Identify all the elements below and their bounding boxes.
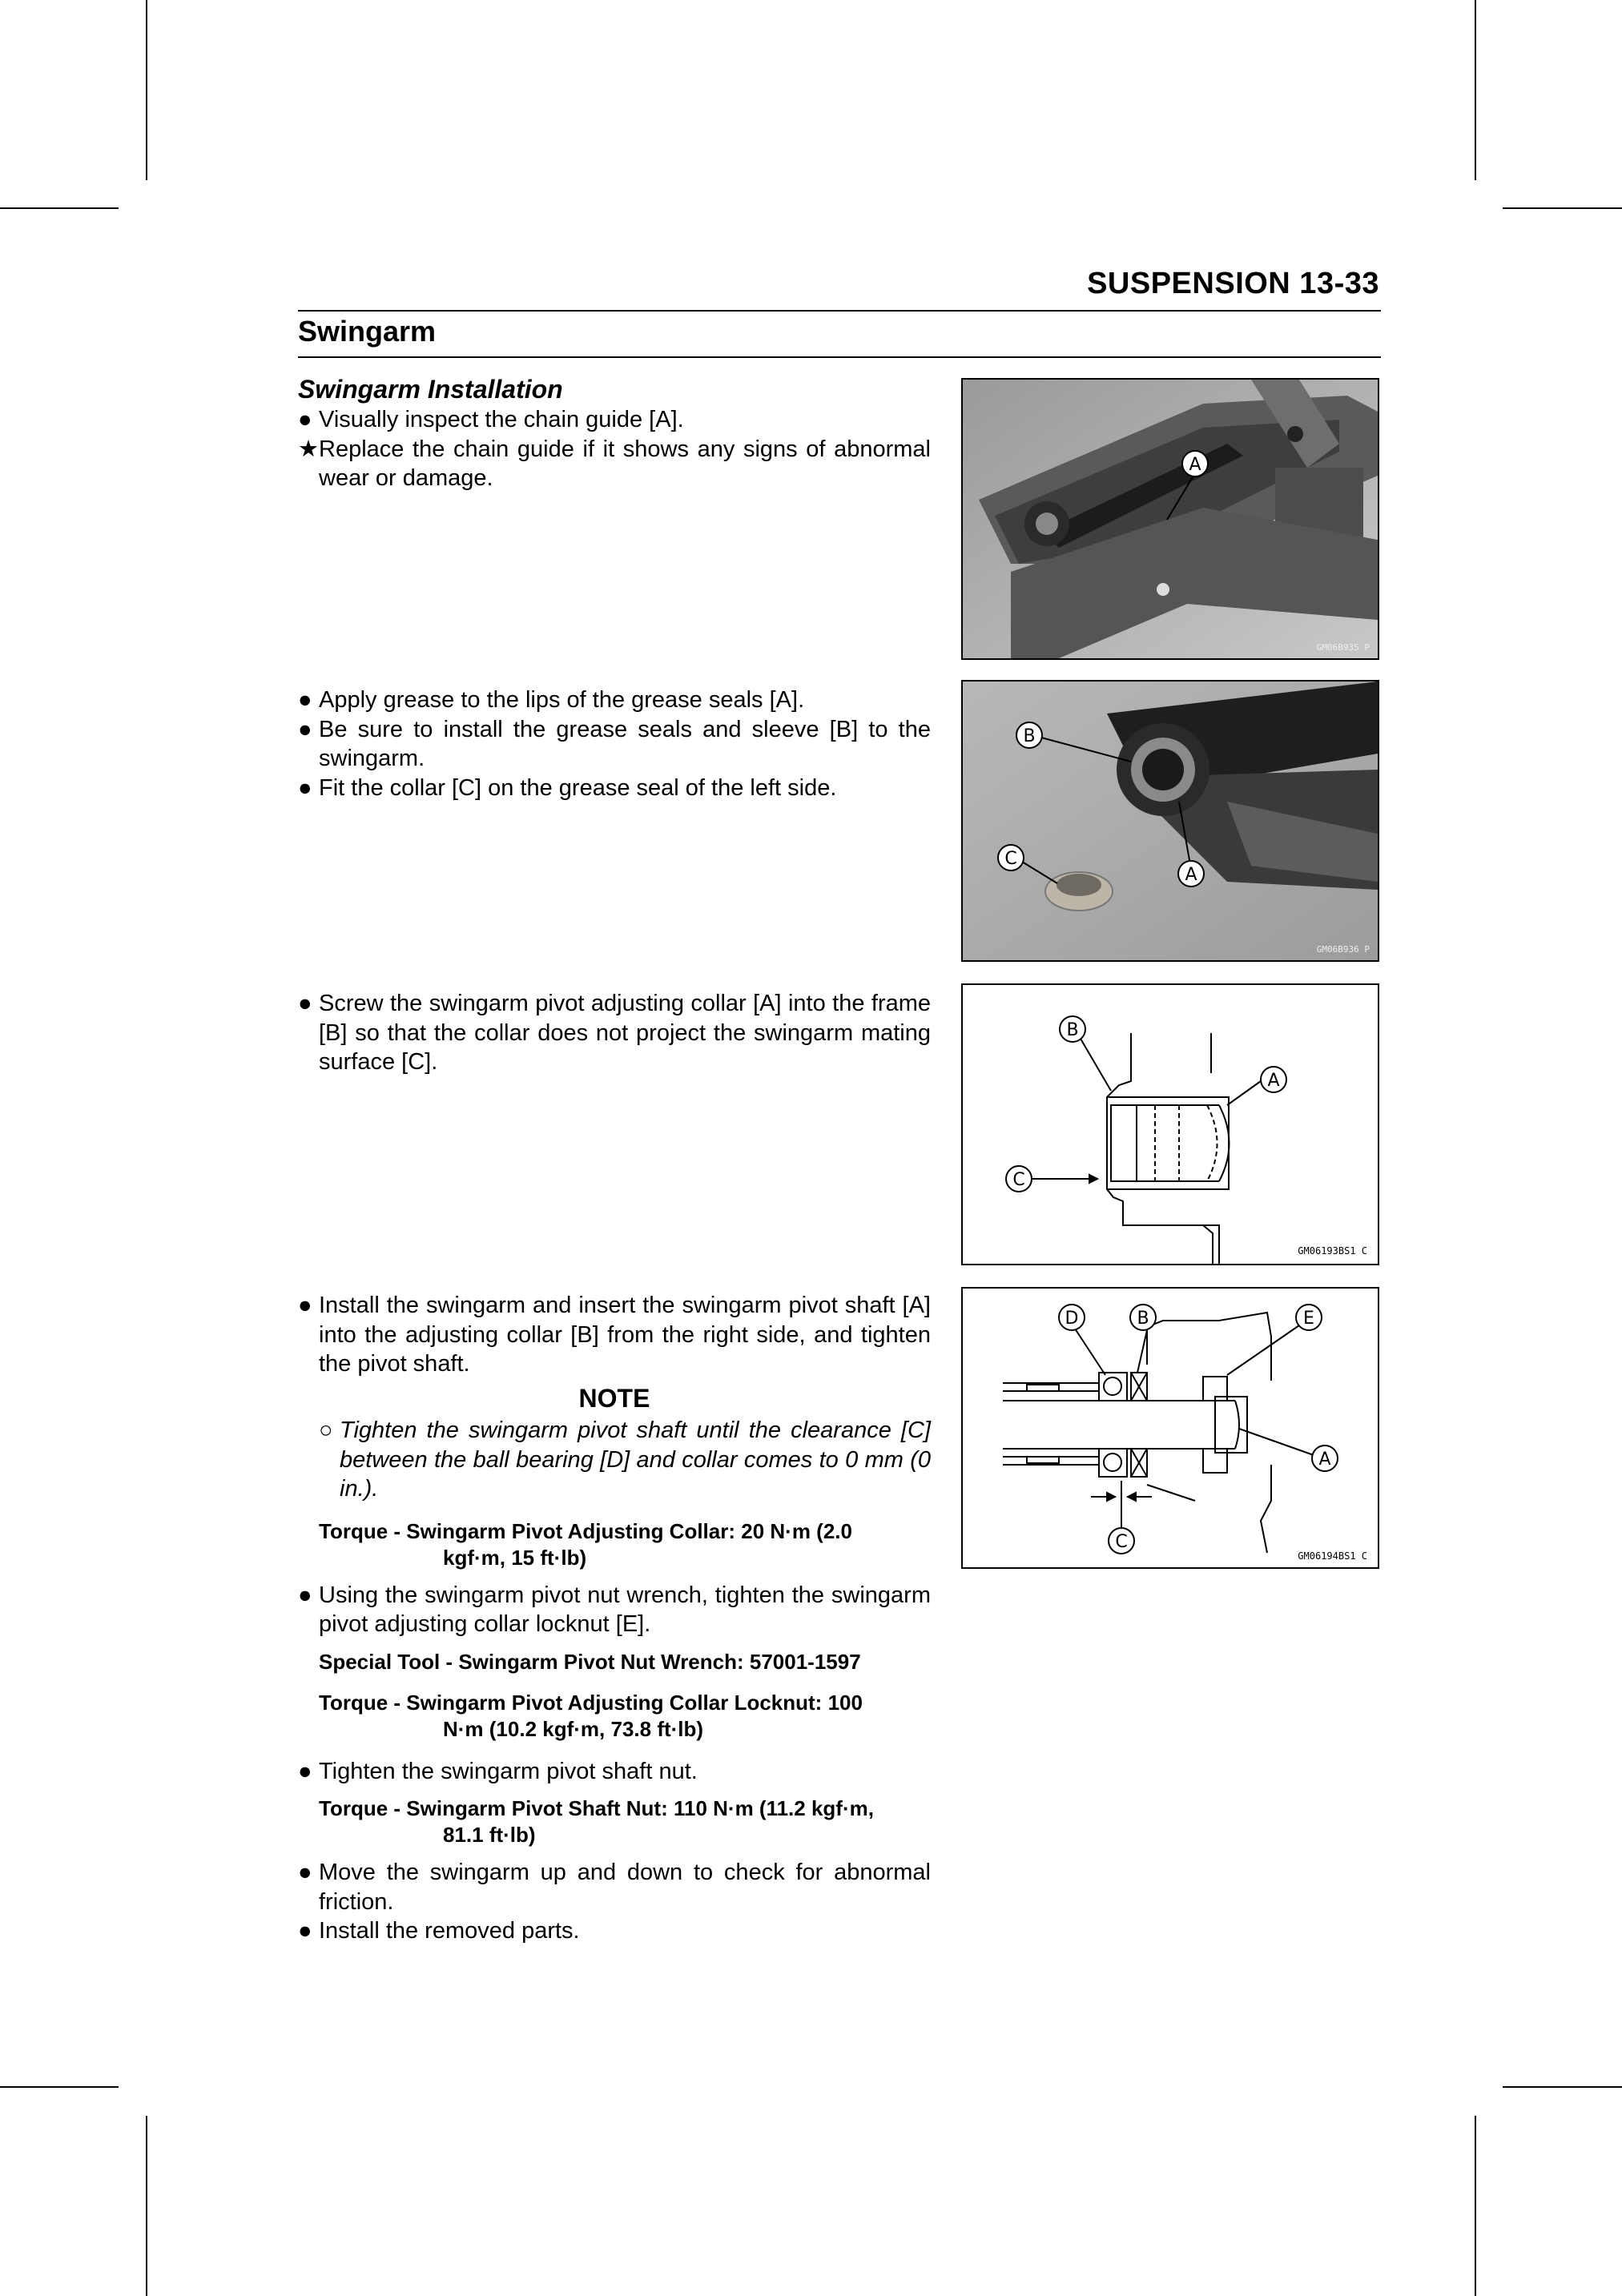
bullet-item: ● Visually inspect the chain guide [A]. <box>298 407 684 432</box>
figure-label: D <box>1065 1309 1079 1329</box>
bullet-item: ● Move the swingarm up and down to check for abnormal friction. <box>298 1860 931 1915</box>
figure-code: GM06194BS1 C <box>1298 1550 1367 1562</box>
crop-mark <box>0 2086 119 2088</box>
note-title: NOTE <box>578 1383 650 1413</box>
bullet-item: ● Fit the collar [C] on the grease seal of the left side. <box>298 774 837 801</box>
special-tool-spec: Special Tool - Swingarm Pivot Nut Wrench: 57001-1597 <box>319 1649 861 1674</box>
crop-mark <box>1503 2086 1622 2088</box>
figure-label: E <box>1303 1309 1314 1329</box>
figure-code: GM06B936 P <box>1316 944 1370 955</box>
text-block-grease-seals <box>298 686 931 802</box>
bullet-item: ● Screw the swingarm pivot adjusting collar [A] into the frame [B] so that the collar does not project the swingarm mating surface [C]. <box>298 991 931 1075</box>
figure-label: C <box>1012 1170 1025 1190</box>
text-block-pivot-shaft <box>298 1291 931 1946</box>
text-block-adjusting-collar <box>298 989 931 1077</box>
crop-mark <box>1475 2116 1476 2296</box>
header-rule <box>298 310 1381 312</box>
photo-chain-guide <box>961 378 1379 660</box>
figure-label: A <box>1318 1450 1331 1470</box>
note-item: ○ Tighten the swingarm pivot shaft until the clearance [C] between the ball bearing [D] and collar comes to 0 mm (0 in.). <box>319 1417 931 1502</box>
figure-code: GM06193BS1 C <box>1298 1245 1367 1257</box>
torque-spec: Torque - Swingarm Pivot Adjusting Collar: 20 N·m (2.0 kgf·m, 15 ft·lb) <box>319 1518 852 1570</box>
figure-label: B <box>1023 726 1036 746</box>
crop-mark <box>0 207 119 209</box>
figure-label: C <box>1115 1532 1128 1552</box>
section-rule <box>298 356 1381 358</box>
subheading: Swingarm Installation <box>298 375 563 404</box>
diagram-adjusting-collar <box>961 983 1379 1265</box>
figure-label: A <box>1189 455 1201 475</box>
bullet-item: ● Apply grease to the lips of the grease seals [A]. <box>298 687 805 713</box>
crop-mark <box>146 0 147 180</box>
diagram-pivot-shaft <box>961 1287 1379 1569</box>
figure-label: A <box>1185 865 1197 885</box>
figure-code: GM06B935 P <box>1316 642 1370 653</box>
section-title: Swingarm <box>298 315 437 348</box>
figure-label: A <box>1267 1071 1280 1091</box>
crop-mark <box>1503 207 1622 209</box>
page-header-title: SUSPENSION 13-33 <box>1087 267 1379 300</box>
star-item: ★ Replace the chain guide if it shows any signs of abnormal wear or damage. <box>298 436 931 491</box>
bullet-item: ● Install the swingarm and insert the swingarm pivot shaft [A] into the adjusting collar [B] from the right side, and tighten the pivot shaft. <box>298 1293 931 1377</box>
bullet-item: ● Install the removed parts. <box>298 1918 580 1944</box>
torque-spec: Torque - Swingarm Pivot Adjusting Collar Locknut: 100 N·m (10.2 kgf·m, 73.8 ft·lb) <box>319 1690 863 1741</box>
photo-grease-seals <box>961 680 1379 962</box>
figure-label: C <box>1004 849 1017 869</box>
figure-label: B <box>1066 1020 1079 1040</box>
figure-label: B <box>1137 1309 1149 1329</box>
crop-mark <box>1475 0 1476 180</box>
text-block-chain-guide <box>298 373 931 493</box>
bullet-item: ● Tighten the swingarm pivot shaft nut. <box>298 1758 698 1784</box>
crop-mark <box>146 2116 147 2296</box>
bullet-item: ● Using the swingarm pivot nut wrench, tighten the swingarm pivot adjusting collar locknut [E]. <box>298 1582 931 1637</box>
bullet-item: ● Be sure to install the grease seals and sleeve [B] to the swingarm. <box>298 716 931 771</box>
torque-spec: Torque - Swingarm Pivot Shaft Nut: 110 N·m (11.2 kgf·m, 81.1 ft·lb) <box>319 1796 874 1847</box>
